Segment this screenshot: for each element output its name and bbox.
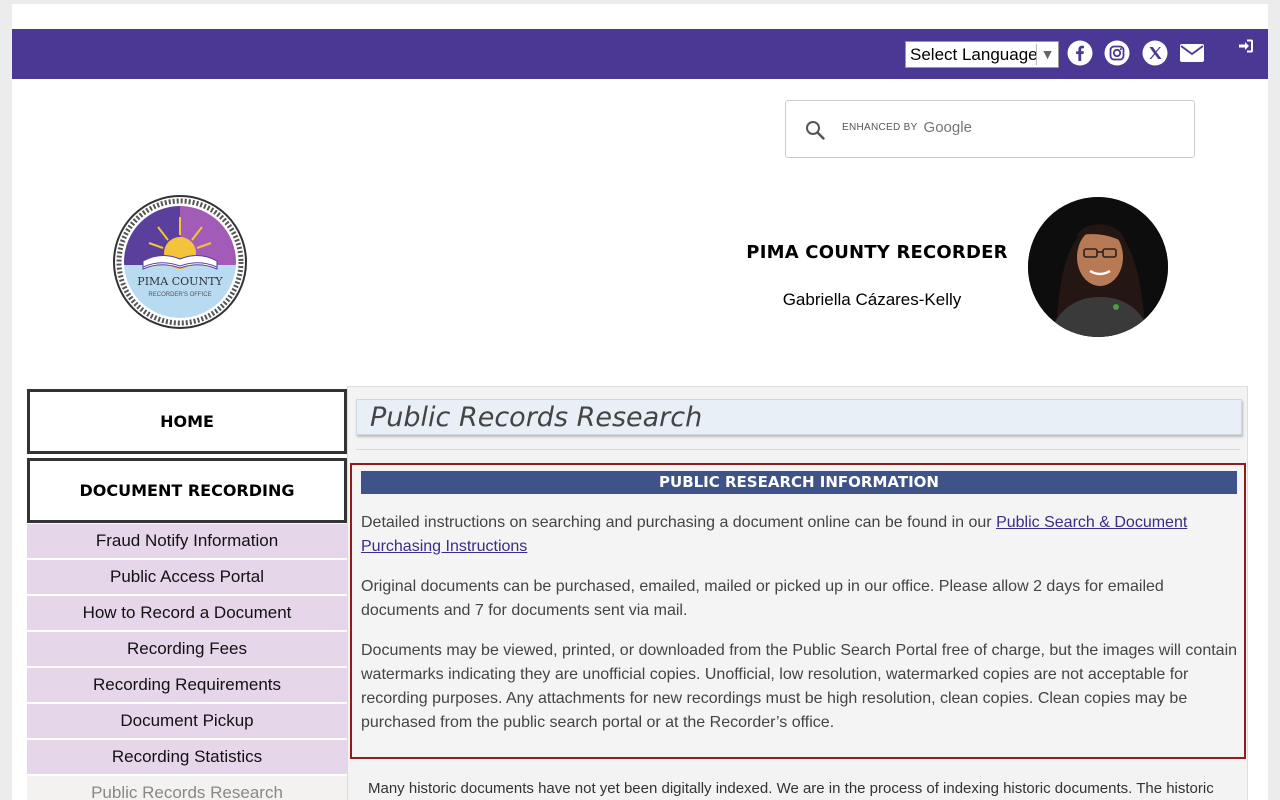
sidebar-item-fraud-notify[interactable]: Fraud Notify Information [27, 524, 347, 558]
top-bar [12, 29, 1268, 79]
info-heading: PUBLIC RESEARCH INFORMATION [361, 471, 1237, 494]
sidebar-item-recording-requirements[interactable]: Recording Requirements [27, 668, 347, 702]
nav-home[interactable]: HOME [27, 389, 347, 454]
google-label: Google [923, 119, 972, 136]
x-icon[interactable] [1142, 40, 1168, 66]
research-info-box [350, 463, 1246, 759]
search-input[interactable] [842, 115, 1172, 145]
svg-text:PIMA COUNTY: PIMA COUNTY [137, 275, 223, 288]
search-box [785, 100, 1195, 158]
paragraph-purchase: Original documents can be purchased, emailed, mailed or picked up in our office. Please allow 2 days for emailed documents and 7 for documents sent via mail. [361, 578, 1164, 619]
facebook-icon[interactable] [1067, 40, 1093, 66]
sidebar-item-public-access-portal[interactable]: Public Access Portal [27, 560, 347, 594]
page-title: Public Records Research [370, 402, 703, 433]
instagram-icon[interactable] [1104, 40, 1130, 66]
sidebar-item-recording-fees[interactable]: Recording Fees [27, 632, 347, 666]
sidebar-item-how-to-record[interactable]: How to Record a Document [27, 596, 347, 630]
email-icon[interactable] [1179, 40, 1205, 66]
sign-in-icon[interactable] [1238, 38, 1254, 54]
paragraph-instructions [361, 511, 1241, 559]
recorder-title: PIMA COUNTY RECORDER [746, 242, 1008, 263]
purchasing-instructions-link[interactable]: Public Search & Document Purchasing Instructions [361, 514, 1188, 555]
sidebar-item-document-pickup[interactable]: Document Pickup [27, 704, 347, 738]
chevron-down-icon: ▼ [1036, 44, 1058, 65]
svg-text:RECORDER'S OFFICE: RECORDER'S OFFICE [148, 292, 212, 298]
sidebar-item-public-records-research[interactable]: Public Records Research [27, 776, 347, 800]
sidebar-item-recording-statistics[interactable]: Recording Statistics [27, 740, 347, 774]
nav-document-recording[interactable]: DOCUMENT RECORDING [27, 458, 347, 523]
paragraph-historic: Many historic documents have not yet been digitally indexed. We are in the process of indexing historic documents. The historic [368, 780, 1214, 797]
pima-county-recorder-logo[interactable] [113, 195, 247, 329]
sidebar-nav [27, 389, 347, 800]
search-icon[interactable] [804, 119, 826, 141]
page-heading [356, 399, 1242, 435]
recorder-portrait [1028, 197, 1168, 337]
recorder-name: Gabriella Cázares-Kelly [782, 290, 962, 309]
enhanced-by-label: ENHANCED BY [842, 122, 918, 133]
instructions-text: Detailed instructions on searching and purchasing a document online can be found in our [361, 514, 997, 531]
language-select[interactable] [905, 41, 1059, 68]
main-content [347, 386, 1248, 800]
page [12, 4, 1268, 800]
language-select-label: Select Language [910, 44, 1038, 64]
divider [356, 449, 1240, 450]
paragraph-watermarks: Documents may be viewed, printed, or downloaded from the Public Search Portal free of charge, but the images will contain watermarks indicating they are unofficial copies. Unofficial, low resolution, watermarked copies are not acceptable for recording purposes. Any attachments for new recordings must be high resolution, clean copies. Clean copies may be purchased from the public search portal or at the Recorder’s office. [361, 642, 1238, 731]
